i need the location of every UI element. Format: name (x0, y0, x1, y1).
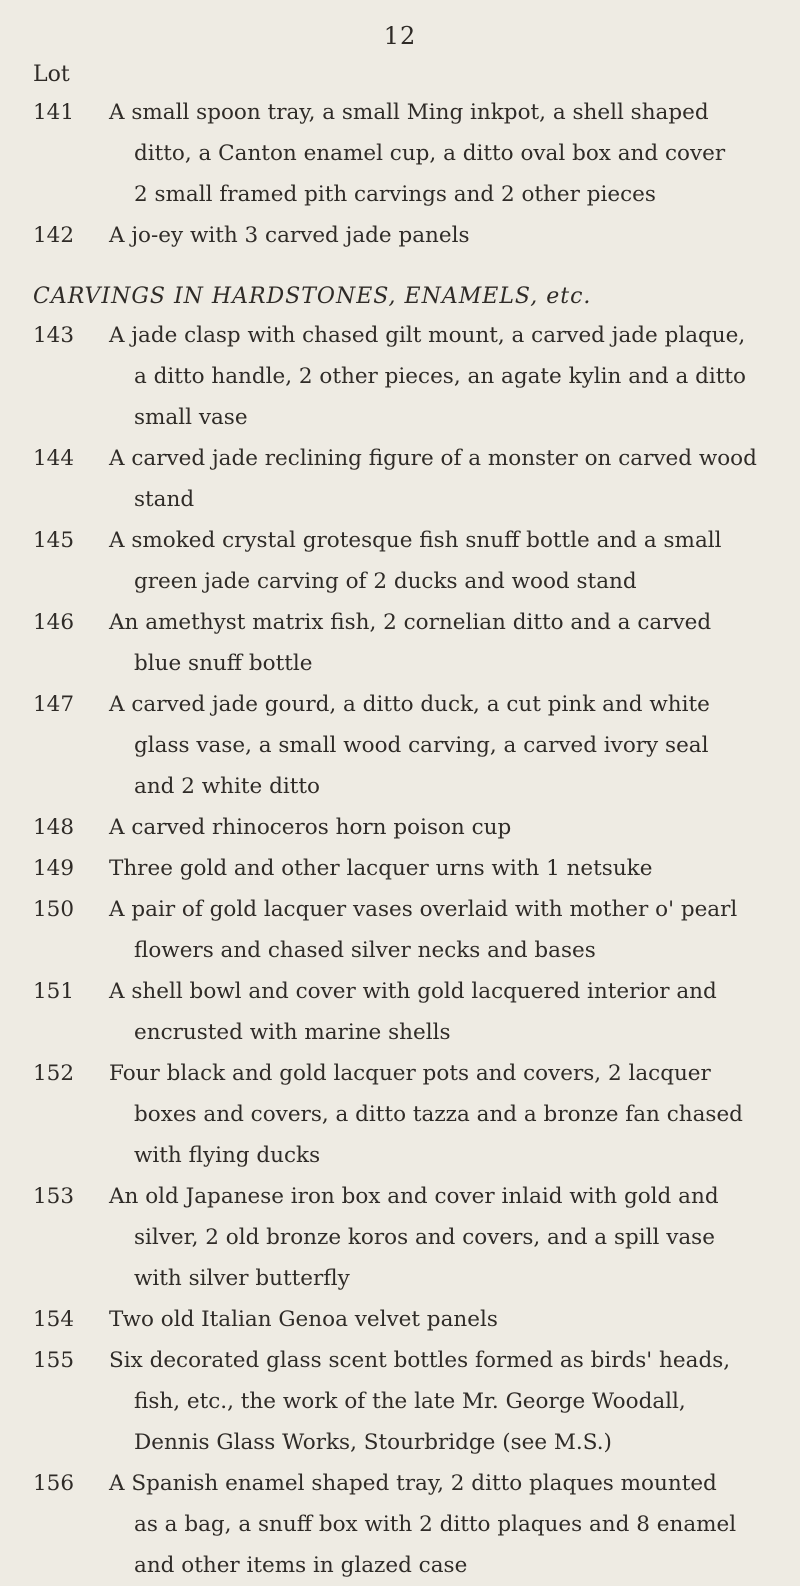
lot-description-line: Dennis Glass Works, Stourbridge (see M.S.) (134, 1430, 612, 1455)
section-heading: CARVINGS IN HARDSTONES, ENAMELS, etc. (33, 284, 592, 309)
lot-entry (33, 1053, 783, 1176)
lot-number: 148 (33, 815, 75, 840)
lot-entry (33, 1463, 783, 1586)
lot-description-line: silver, 2 old bronze koros and covers, and a spill vase (134, 1225, 715, 1250)
lot-entry (33, 889, 783, 971)
lot-description-line: A shell bowl and cover with gold lacquered interior and (109, 979, 717, 1004)
lot-description-line: A pair of gold lacquer vases overlaid with mother o' pearl (109, 897, 738, 922)
lot-description-line: A carved jade reclining figure of a monster on carved wood (109, 446, 757, 471)
lot-description-line: A smoked crystal grotesque fish snuff bottle and a small (109, 528, 722, 553)
lot-description-line: 2 small framed pith carvings and 2 other pieces (134, 182, 656, 207)
lot-entry (33, 602, 783, 684)
lot-number: 147 (33, 692, 75, 717)
lot-entry (33, 1176, 783, 1299)
lot-description-line: as a bag, a snuff box with 2 ditto plaques and 8 enamel (134, 1512, 737, 1537)
lot-entry (33, 684, 783, 807)
page-number: 12 (383, 22, 417, 50)
lot-entry (33, 315, 783, 438)
lot-description-line: ditto, a Canton enamel cup, a ditto oval box and cover (134, 141, 726, 166)
lot-entry (33, 92, 783, 215)
lot-description-line: An old Japanese iron box and cover inlaid with gold and (109, 1184, 719, 1209)
lot-entry (33, 215, 783, 256)
lot-description-line: fish, etc., the work of the late Mr. George Woodall, (134, 1389, 686, 1414)
lot-description-line: An amethyst matrix fish, 2 cornelian ditto and a carved (109, 610, 712, 635)
lot-entry (33, 848, 783, 889)
lot-entry (33, 438, 783, 520)
lot-description-line: small vase (134, 405, 248, 430)
lot-description-line: A carved jade gourd, a ditto duck, a cut pink and white (109, 692, 710, 717)
lot-entry (33, 807, 783, 848)
lot-description-line: A carved rhinoceros horn poison cup (109, 815, 512, 840)
lot-description-line: and other items in glazed case (134, 1553, 468, 1578)
lot-number: 154 (33, 1307, 75, 1332)
lot-number: 152 (33, 1061, 75, 1086)
lot-description-line: stand (134, 487, 195, 512)
lot-entry (33, 971, 783, 1053)
lot-description-line: Six decorated glass scent bottles formed as birds' heads, (109, 1348, 731, 1373)
lot-entry (33, 1340, 783, 1463)
lot-number: 151 (33, 979, 75, 1004)
lot-description-line: A small spoon tray, a small Ming inkpot, a shell shaped (109, 100, 709, 125)
lot-entry (33, 1299, 783, 1340)
lot-description-line: glass vase, a small wood carving, a carved ivory seal (134, 733, 709, 758)
lot-entry (33, 520, 783, 602)
lot-number: 150 (33, 897, 75, 922)
lot-number: 143 (33, 323, 75, 348)
lot-number: 144 (33, 446, 75, 471)
lot-number: 141 (33, 100, 75, 125)
lot-number: 146 (33, 610, 75, 635)
lot-description-line: encrusted with marine shells (134, 1020, 451, 1045)
lot-description-line: with flying ducks (134, 1143, 321, 1168)
lot-number: 145 (33, 528, 75, 553)
lot-description-line: Four black and gold lacquer pots and covers, 2 lacquer (109, 1061, 711, 1086)
lot-description-line: boxes and covers, a ditto tazza and a bronze fan chased (134, 1102, 743, 1127)
lot-description-line: with silver butterfly (134, 1266, 350, 1291)
lot-number: 153 (33, 1184, 75, 1209)
lot-description-line: a ditto handle, 2 other pieces, an agate kylin and a ditto (134, 364, 746, 389)
lot-description-line: green jade carving of 2 ducks and wood stand (134, 569, 637, 594)
lot-description-line: and 2 white ditto (134, 774, 320, 799)
lot-description-line: blue snuff bottle (134, 651, 313, 676)
lot-description-line: Three gold and other lacquer urns with 1 netsuke (109, 856, 653, 881)
lot-description-line: flowers and chased silver necks and bases (134, 938, 596, 963)
lot-description-line: A jo-ey with 3 carved jade panels (109, 223, 470, 248)
lot-description-line: A jade clasp with chased gilt mount, a carved jade plaque, (109, 323, 746, 348)
lot-description-line: A Spanish enamel shaped tray, 2 ditto plaques mounted (109, 1471, 717, 1496)
lot-number: 149 (33, 856, 75, 881)
lot-column-heading: Lot (33, 62, 70, 87)
lot-number: 156 (33, 1471, 75, 1496)
lot-number: 142 (33, 223, 75, 248)
lot-number: 155 (33, 1348, 75, 1373)
lot-description-line: Two old Italian Genoa velvet panels (109, 1307, 498, 1332)
